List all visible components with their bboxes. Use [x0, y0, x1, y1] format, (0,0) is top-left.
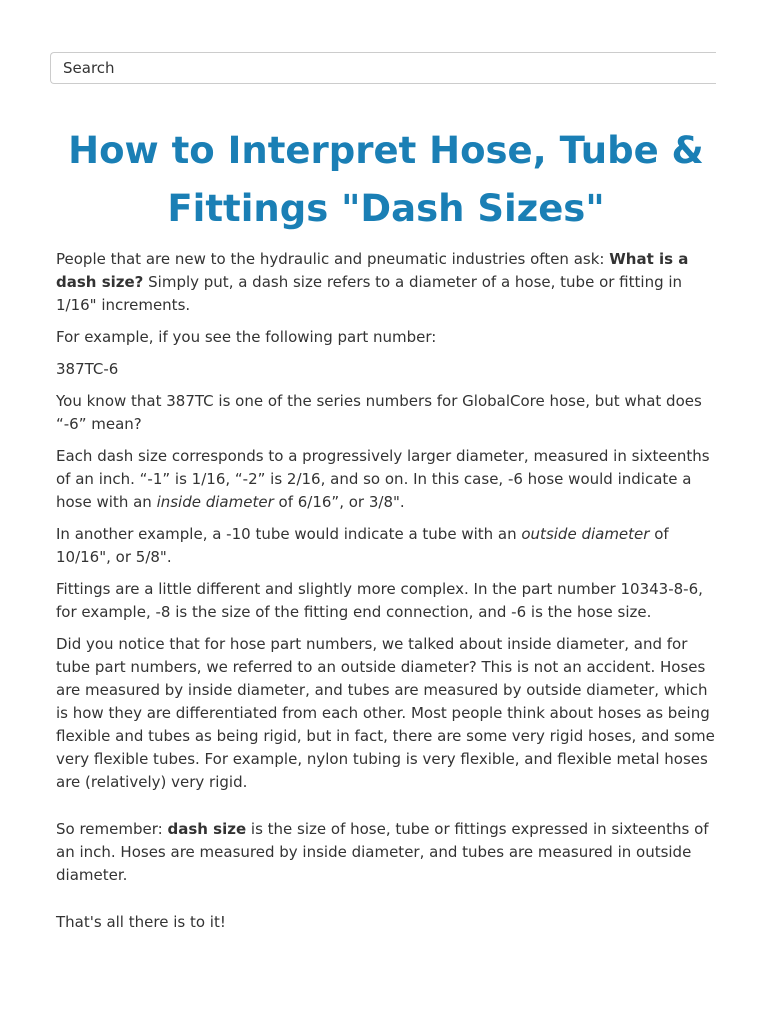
page-title: How to Interpret Hose, Tube & Fittings "Dash Sizes" [68, 129, 704, 230]
closing-paragraph: That's all there is to it! [56, 913, 226, 931]
article-body [56, 122, 716, 943]
outside-diameter-paragraph: In another example, a -10 tube would indicate a tube with an outside diameter of 10/16", or 5/8". [56, 525, 669, 566]
part-number: 387TC-6 [56, 360, 119, 378]
dash-size-term: dash size [167, 820, 247, 838]
fittings-paragraph: Fittings are a little different and slightly more complex. In the part number 10343-8-6, for example, -8 is the size of the fitting end connection, and -6 is the hose size. [56, 580, 703, 621]
search-box[interactable] [50, 52, 716, 84]
search-input[interactable] [63, 59, 716, 77]
dash-size-question: What is a dash size? [56, 250, 689, 291]
intro-paragraph: People that are new to the hydraulic and pneumatic industries often ask: What is a dash size? Simply put, a dash size refers to a diameter of a hose, tube or fitting in 1/16" increments. [56, 250, 689, 314]
hose-vs-tube-paragraph: Did you notice that for hose part numbers, we talked about inside diameter, and for tube part numbers, we referred to an outside diameter? This is not an accident. Hoses are measured by inside diameter, and tubes are measured by outside diameter, which is how they are differentiated from each other. Most people think about hoses as being flexible and tubes as being rigid, but in fact, there are some very rigid hoses, and some very flexible tubes. For example, nylon tubing is very flexible, and flexible metal hoses are (relatively) very rigid. [56, 635, 715, 791]
example-intro: For example, if you see the following part number: [56, 328, 437, 346]
inside-diameter-paragraph: Each dash size corresponds to a progressively larger diameter, measured in sixteenths of an inch. “-1” is 1/16, “-2” is 2/16, and so on. In this case, -6 hose would indicate a hose with an inside diameter of 6/16”, or 3/8". [56, 447, 710, 511]
summary-paragraph: So remember: dash size is the size of hose, tube or fittings expressed in sixteenths of an inch. Hoses are measured by inside diameter, and tubes are measured in outside diameter. [56, 820, 709, 884]
series-paragraph: You know that 387TC is one of the series numbers for GlobalCore hose, but what does “-6” mean? [56, 392, 702, 433]
